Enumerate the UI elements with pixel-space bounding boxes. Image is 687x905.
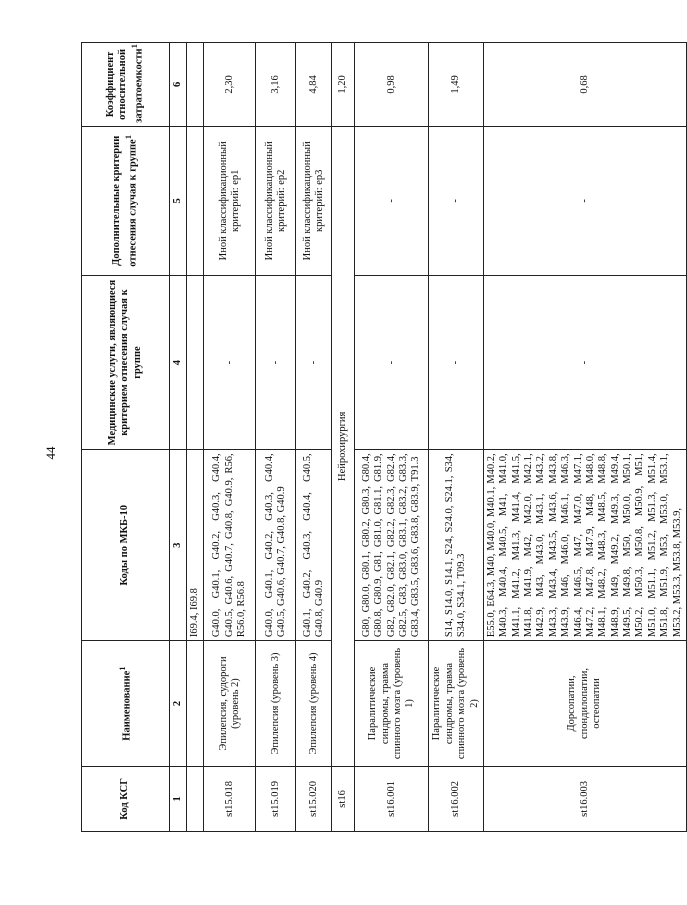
col-number: 4 <box>170 275 187 450</box>
services <box>187 275 204 450</box>
coefficient <box>187 43 204 127</box>
section-code: st16 <box>332 766 355 831</box>
header-criteria: Дополнительные критерии отнесения случая к группе$^1$ <box>82 126 170 275</box>
ksg-code: st16.002 <box>429 766 484 831</box>
table-row <box>355 43 429 832</box>
page-number: 44 <box>43 446 58 460</box>
table-row <box>296 43 332 832</box>
coefficient: 0,68 <box>483 43 686 127</box>
header-criteria-footnote: 1 <box>123 134 134 140</box>
header-mkb: Коды по МКБ-10 <box>82 450 170 641</box>
ksg-name: Дорсопатии, спондилопатии, остеопатии <box>483 641 686 767</box>
ksg-name: Паралитические синдромы, травма спинного мозга (уровень 2) <box>429 641 484 767</box>
section-title: Нейрохирургия <box>332 126 355 766</box>
ksg-code: st15.018 <box>204 766 256 831</box>
criteria: - <box>429 126 484 275</box>
ksg-name: Эпилепсия (уровень 3) <box>256 641 296 767</box>
header-row <box>82 43 170 832</box>
rotated-table-wrapper <box>81 42 683 832</box>
table-row <box>483 43 686 832</box>
services: - <box>429 275 484 450</box>
header-name: Наименование$^1$ <box>82 641 170 767</box>
header-coef-footnote: 1 <box>129 44 140 49</box>
criteria: Иной классификационный критерий: ep3 <box>296 126 332 275</box>
header-name-footnote: 1 <box>117 666 128 671</box>
header-coef: Коэффициент относительной затратоемкости$^1$ <box>82 43 170 127</box>
mkb-codes: I69.4, I69.8 <box>187 450 204 641</box>
col-number: 5 <box>170 126 187 275</box>
table-row <box>187 43 204 832</box>
services: - <box>204 275 256 450</box>
mkb-codes: G40.0, G40.1, G40.2, G40.3, G40.4, G40.5, G40.6, G40.7, G40.8, G40.9, R56, R56.0, R56.8 <box>204 450 256 641</box>
criteria: - <box>483 126 686 275</box>
section-row <box>332 43 355 832</box>
coefficient: 2,30 <box>204 43 256 127</box>
mkb-codes: E55.0, E64.3, M40, M40.0, M40.1, M40.2, M40.3, M40.4, M40.5, M41, M41.0, M41.1, M41.2, M41.3, M41.4, M41.5, M41.8, M41.9, M42, M42.0, M42.1, M42.9, M43, M43.0, M43.1, M43.2, M43.3, M43.4, M43.5, M43.6, M43.8, M43.9, M46, M46.0, M46.1, M46.3, M46.4, M46.5, M47, M47.0, M47.1, M47.2, M47.8, M47.9, M48, M48.0, M48.1, M48.2, M48.3, M48.5, M48.8, M48.9, M49, M49.2, M49.3, M49.4, M49.5, M49.8, M50, M50.0, M50.1, M50.2, M50.3, M50.8, M50.9, M51, M51.0, M51.1, M51.2, M51.3, M51.4, M51.8, M51.9, M53, M53.0, M53.1, M53.2, M53.3, M53.8, M53.9, <box>483 450 686 641</box>
services: - <box>296 275 332 450</box>
criteria: Иной классификационный критерий: ep1 <box>204 126 256 275</box>
table-row <box>429 43 484 832</box>
mkb-codes: G80, G80.0, G80.1, G80.2, G80.3, G80.4, G80.8, G80.9, G81, G81.0, G81.1, G81.9, G82, G82.0, G82.1, G82.2, G82.3, G82.4, G82.5, G83, G83.0, G83.1, G83.2, G83.3, G83.4, G83.5, G83.6, G83.8, G83.9, T91.3 <box>355 450 429 641</box>
column-number-row <box>170 43 187 832</box>
services: - <box>483 275 686 450</box>
ksg-code: st16.003 <box>483 766 686 831</box>
table-row <box>256 43 296 832</box>
header-code: Код КСГ <box>82 766 170 831</box>
services: - <box>256 275 296 450</box>
ksg-table <box>81 42 687 832</box>
ksg-code <box>187 766 204 831</box>
ksg-name: Эпилепсия, судороги (уровень 2) <box>204 641 256 767</box>
mkb-codes: G40.0, G40.1, G40.2, G40.3, G40.4, G40.5, G40.6, G40.7, G40.8, G40.9 <box>256 450 296 641</box>
criteria <box>187 126 204 275</box>
ksg-name: Эпилепсия (уровень 4) <box>296 641 332 767</box>
criteria: - <box>355 126 429 275</box>
coefficient: 1,49 <box>429 43 484 127</box>
services: - <box>355 275 429 450</box>
ksg-code: st15.019 <box>256 766 296 831</box>
col-number: 1 <box>170 766 187 831</box>
table-row <box>204 43 256 832</box>
mkb-codes: S14, S14.0, S14.1, S24, S24.0, S24.1, S34, S34.0, S34.1, T09.3 <box>429 450 484 641</box>
col-number: 6 <box>170 43 187 127</box>
coefficient: 0,98 <box>355 43 429 127</box>
coefficient: 4,84 <box>296 43 332 127</box>
ksg-name <box>187 641 204 767</box>
coefficient: 3,16 <box>256 43 296 127</box>
ksg-code: st16.001 <box>355 766 429 831</box>
section-coefficient: 1,20 <box>332 43 355 127</box>
ksg-code: st15.020 <box>296 766 332 831</box>
header-services: Медицинские услуги, являющиеся критерием отнесения случая к группе <box>82 275 170 450</box>
col-number: 3 <box>170 450 187 641</box>
mkb-codes: G40.1, G40.2, G40.3, G40.4, G40.5, G40.8, G40.9 <box>296 450 332 641</box>
col-number: 2 <box>170 641 187 767</box>
ksg-name: Паралитические синдромы, травма спинного мозга (уровень 1) <box>355 641 429 767</box>
criteria: Иной классификационный критерий: ep2 <box>256 126 296 275</box>
